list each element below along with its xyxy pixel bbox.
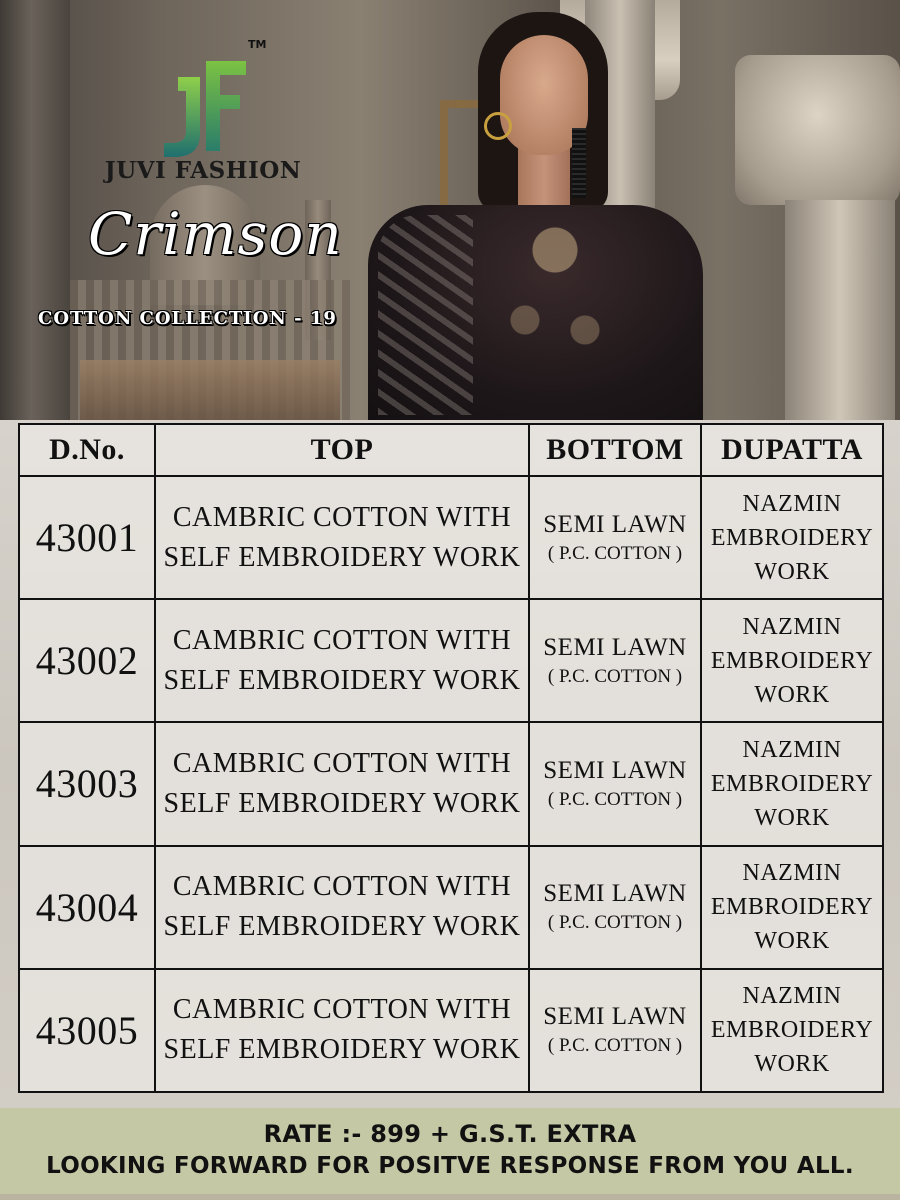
design-number: 43004 <box>35 884 139 930</box>
table-row <box>19 599 883 722</box>
trademark-mark: TM <box>248 38 267 51</box>
bottom-fabric: SEMI LAWN <box>543 510 687 538</box>
bottom-fabric: SEMI LAWN <box>543 880 687 908</box>
bottom-fabric-note: ( P.C. COTTON ) <box>547 912 683 934</box>
top-fabric-line: CAMBRIC COTTON WITH <box>172 747 512 779</box>
closing-message: LOOKING FORWARD FOR POSITVE RESPONSE FROM YOU ALL. <box>46 1153 854 1179</box>
table-header-row <box>19 424 883 476</box>
top-fabric-cell <box>155 722 529 845</box>
dupatta-fabric-cell <box>701 969 883 1092</box>
rate-text: RATE :- 899 + G.S.T. EXTRA <box>263 1120 637 1148</box>
design-number-cell <box>19 599 155 722</box>
top-fabric-line: SELF EMBROIDERY WORK <box>163 787 521 819</box>
right-column-image <box>785 200 895 420</box>
header-dupatta: DUPATTA <box>701 424 883 476</box>
dupatta-line: EMBROIDERY <box>710 647 874 674</box>
dupatta-line: WORK <box>754 1051 830 1078</box>
design-number-cell <box>19 476 155 599</box>
bottom-fabric-cell <box>529 722 701 845</box>
header-bottom: BOTTOM <box>529 424 701 476</box>
jf-logo-icon <box>160 55 250 160</box>
hoop-earring-image <box>484 112 512 140</box>
bottom-fabric-note: ( P.C. COTTON ) <box>547 788 683 810</box>
top-fabric-cell <box>155 476 529 599</box>
dupatta-line: NAZMIN <box>742 613 842 640</box>
dupatta-fabric-cell <box>701 846 883 969</box>
tassel-earring-image <box>572 128 586 198</box>
top-fabric-cell <box>155 969 529 1092</box>
collection-subtitle: COTTON COLLECTION - 19 <box>38 308 337 329</box>
dupatta-fabric-cell <box>701 599 883 722</box>
dupatta-line: EMBROIDERY <box>710 770 874 797</box>
dress-leaf-print-image <box>378 215 473 415</box>
right-column-capital-image <box>735 55 900 205</box>
table-row <box>19 969 883 1092</box>
header-top: TOP <box>155 424 529 476</box>
bottom-fabric-cell <box>529 476 701 599</box>
top-fabric-line: CAMBRIC COTTON WITH <box>172 501 512 533</box>
dupatta-line: WORK <box>754 681 830 708</box>
footer-band <box>0 1108 900 1194</box>
dupatta-fabric-cell <box>701 476 883 599</box>
dupatta-line: WORK <box>754 558 830 585</box>
bottom-fabric-cell <box>529 846 701 969</box>
top-fabric-cell <box>155 599 529 722</box>
dupatta-fabric-cell <box>701 722 883 845</box>
dupatta-line: NAZMIN <box>742 983 842 1010</box>
bottom-fabric: SEMI LAWN <box>543 1003 687 1031</box>
top-fabric-line: SELF EMBROIDERY WORK <box>163 1034 521 1066</box>
bottom-fabric-cell <box>529 599 701 722</box>
castle-roof-image <box>80 360 340 420</box>
dupatta-line: EMBROIDERY <box>710 1017 874 1044</box>
left-pillar-image <box>0 0 70 420</box>
table-row <box>19 476 883 599</box>
header-dno: D.No. <box>19 424 155 476</box>
hero-banner <box>0 0 900 420</box>
top-fabric-line: SELF EMBROIDERY WORK <box>163 911 521 943</box>
design-number-cell <box>19 722 155 845</box>
bottom-strip <box>0 1194 900 1200</box>
design-number: 43003 <box>35 761 139 807</box>
dupatta-line: EMBROIDERY <box>710 894 874 921</box>
design-number: 43005 <box>35 1007 139 1053</box>
bottom-fabric: SEMI LAWN <box>543 756 687 784</box>
table-row <box>19 846 883 969</box>
top-fabric-line: SELF EMBROIDERY WORK <box>163 541 521 573</box>
dupatta-line: WORK <box>754 928 830 955</box>
collection-title: Crimson <box>88 200 343 268</box>
dupatta-line: NAZMIN <box>742 860 842 887</box>
table-row <box>19 722 883 845</box>
dupatta-line: EMBROIDERY <box>710 524 874 551</box>
dupatta-line: NAZMIN <box>742 490 842 517</box>
design-number: 43001 <box>35 515 139 561</box>
top-fabric-cell <box>155 846 529 969</box>
design-spec-table <box>18 423 884 1093</box>
bottom-fabric: SEMI LAWN <box>543 633 687 661</box>
top-fabric-line: CAMBRIC COTTON WITH <box>172 871 512 903</box>
top-fabric-line: SELF EMBROIDERY WORK <box>163 664 521 696</box>
design-number: 43002 <box>35 638 139 684</box>
design-number-cell <box>19 846 155 969</box>
dress-embroidery-image <box>480 210 630 410</box>
bottom-fabric-note: ( P.C. COTTON ) <box>547 665 683 687</box>
design-number-cell <box>19 969 155 1092</box>
brand-name: JUVI FASHION <box>104 157 302 184</box>
top-fabric-line: CAMBRIC COTTON WITH <box>172 994 512 1026</box>
bottom-fabric-note: ( P.C. COTTON ) <box>547 542 683 564</box>
bottom-fabric-note: ( P.C. COTTON ) <box>547 1035 683 1057</box>
bottom-fabric-cell <box>529 969 701 1092</box>
dupatta-line: WORK <box>754 804 830 831</box>
dupatta-line: NAZMIN <box>742 736 842 763</box>
top-fabric-line: CAMBRIC COTTON WITH <box>172 624 512 656</box>
